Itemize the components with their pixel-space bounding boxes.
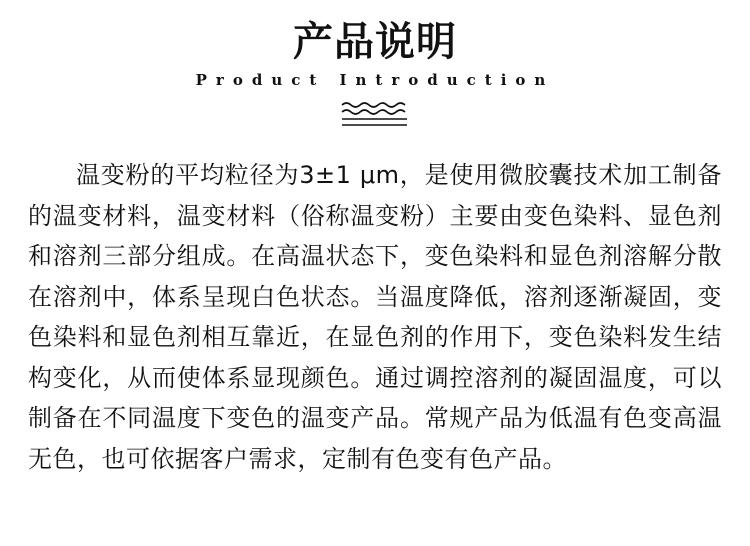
- page-title: 产品说明: [293, 19, 457, 65]
- product-description: 温变粉的平均粒径为3±1 μm，是使用微胶囊技术加工制备的温变材料，温变材料（俗称温变粉）主要由变色染料、显色剂和溶剂三部分组成。在高温状态下，变色染料和显色剂溶解分散在溶剂中，体系呈现白色状态。当温度降低，溶剂逐渐凝固，变色染料和显色剂相互靠近，在显色剂的作用下，变色染料发生结构变化，从而使体系显现颜色。通过调控溶剂的凝固温度，可以制备在不同温度下变色的温变产品。常规产品为低温有色变高温无色，也可依据客户需求，定制有色变有色产品。: [28, 161, 722, 473]
- wave-lines-icon: [340, 100, 410, 130]
- page-subtitle: Product Introduction: [195, 71, 555, 89]
